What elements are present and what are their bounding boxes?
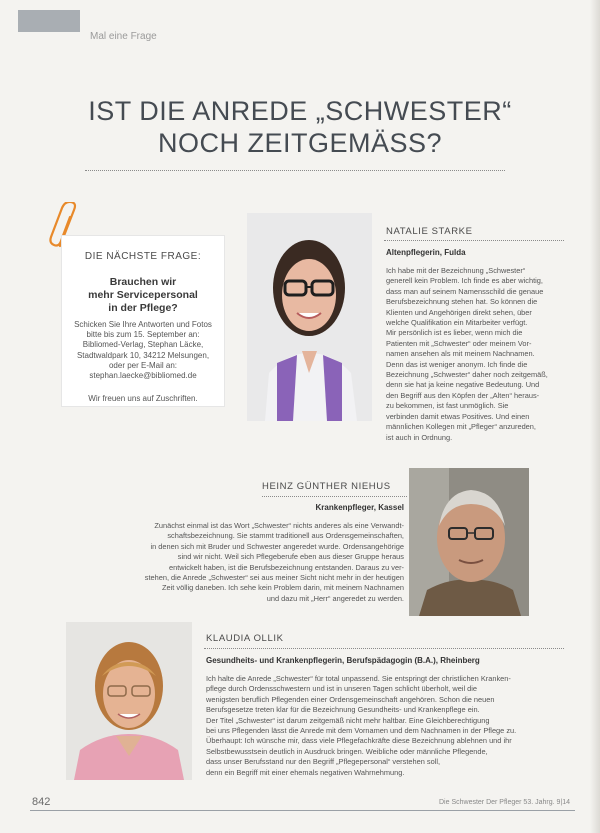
submission-instructions — [62, 320, 224, 381]
page-title — [0, 95, 600, 159]
respondent-role: Gesundheits- und Krankenpflegerin, Berufspädagogin (B.A.), Rheinberg — [206, 656, 480, 665]
statement-line: Berufsbezeichnung stehen hat. So können die — [386, 297, 538, 307]
statement-line: Zeit völlig daneben. Ich sehe kein Problem darin, mit meinem Nachnamen — [162, 583, 404, 593]
statement-line: Bezeichnung „Schwester“ daher noch zeitgemäß, — [386, 370, 548, 380]
respondent-name: NATALIE STARKE — [386, 226, 473, 237]
statement-line: in denen sich mit Bruder und Schwester angeredet wurde. Ordensangehörige — [150, 541, 404, 551]
next-question-line: mehr Servicepersonal — [88, 289, 198, 301]
statement-line: generell kein Problem. Ich finde es aber wichtig, — [386, 276, 543, 286]
statement-line: Ich halte die Anrede „Schwester“ für total unpassend. Sie entspringt der christlichen Kranken- — [206, 674, 511, 683]
next-question-box — [62, 236, 224, 406]
statement-text — [94, 521, 404, 604]
footer-rule — [30, 810, 575, 811]
statement-line: zu bekommen, ist fast unmöglich. Sie — [386, 401, 509, 411]
next-question-heading: DIE NÄCHSTE FRAGE: — [84, 251, 202, 262]
statement-line: Mir persönlich ist es lieber, wenn mich die — [386, 328, 523, 338]
statement-line: Der Titel „Schwester“ ist darum zeitgemäß nicht mehr haltbar. Eine Gleichberechtigung — [206, 715, 490, 725]
statement-line: den Begriff aus den Köpfen der „Alten“ heraus- — [386, 390, 540, 400]
statement-line: Zunächst einmal ist das Wort „Schwester“ nichts anderes als eine Verwandt- — [154, 521, 404, 530]
statement-line: dass unser Berufsstand nur den Begriff „Pflegepersonal“ verstehen soll, — [206, 757, 441, 767]
statement-line: Patienten mit „Schwester“ oder meinem Vor- — [386, 338, 532, 348]
portrait-klaudia-ollik — [66, 622, 192, 780]
statement-line: männlichen Kollegen mit „Pfleger“ anzureden, — [386, 422, 536, 432]
respondent-name: HEINZ GÜNTHER NIEHUS — [262, 481, 391, 492]
statement-line: wenigsten beruflich Pflegenden einer Ordensgemeinschaft angehören. Schon die neuen — [206, 694, 495, 704]
name-divider — [262, 496, 407, 497]
page-title-line-2: NOCH ZEITGEMÄSS? — [157, 128, 443, 158]
statement-line: stehen, die Anrede „Schwester“ sei aus meiner Sicht nicht mehr in der heutigen — [144, 573, 404, 583]
statement-line: Überhaupt: Ich wünsche mir, dass viele Pflegefachkräfte diese Bezeichnung ablehnen und ihr — [206, 736, 512, 746]
statement-line: denn ein Begriff mit einer ehemals negativen Wahrnehmung. — [206, 767, 405, 777]
instruction-line: Schicken Sie Ihre Antworten und Fotos — [74, 320, 212, 329]
statement-line: und dazu mit „Herr“ angeredet zu werden. — [266, 593, 404, 603]
statement-line: namen ansehen als mit meinem Nachnamen. — [386, 349, 535, 359]
instruction-line: Bibliomed-Verlag, Stephan Läcke, — [82, 340, 204, 350]
section-label: Mal eine Frage — [90, 31, 157, 42]
statement-line: bei uns Pflegenden lässt die Anrede mit dem Vornamen und dem Nachnamen in der Pflege zu. — [206, 726, 517, 736]
respondent-name: KLAUDIA OLLIK — [206, 633, 284, 644]
instruction-line: bitte bis zum 15. September an: — [86, 330, 200, 340]
name-divider — [204, 648, 564, 649]
respondent-role: Krankenpfleger, Kassel — [315, 503, 404, 512]
statement-line: verbinden damit etwas Positives. Und einen — [386, 411, 530, 421]
section-color-block — [18, 10, 80, 32]
statement-text — [206, 674, 566, 778]
statement-line: dass man auf seinem Namensschild die genaue — [386, 286, 544, 296]
instruction-line: Stadtwaldpark 10, 34212 Melsungen, — [76, 350, 210, 360]
statement-line: entwickelt haben, ist die Berufsbezeichnung entstanden. Daraus zu ver- — [169, 562, 404, 572]
statement-line: Ich habe mit der Bezeichnung „Schwester“ — [386, 266, 526, 275]
statement-line: Berufsgesetze treten klar für die Bezeichnung Gesundheits- und Krankenpflege ein. — [206, 705, 480, 715]
statement-line: schaftsbezeichnung. Sie stammt traditionell aus Ordensgemeinschaften, — [167, 531, 404, 541]
portrait-natalie-starke — [247, 213, 372, 421]
statement-line: Denn das ist weniger anonym. Ich finde die — [386, 359, 528, 369]
submission-closing: Wir freuen uns auf Zuschriften. — [88, 394, 198, 403]
page-title-line-1: IST DIE ANREDE „SCHWESTER“ — [88, 96, 512, 126]
title-divider — [85, 170, 505, 171]
respondent-role: Altenpflegerin, Fulda — [386, 248, 466, 257]
next-question-line: Brauchen wir — [109, 276, 177, 288]
next-question — [62, 276, 224, 315]
magazine-issue: Die Schwester Der Pfleger 53. Jahrg. 9|14 — [439, 799, 570, 806]
next-question-line: in der Pflege? — [108, 302, 178, 314]
statement-line: ist auch in Ordnung. — [386, 432, 453, 442]
contact-email[interactable]: stephan.laecke@bibliomed.de — [89, 371, 197, 381]
statement-line: sind wir nicht. Weil sich Pflegeberufe eben aus dieser Gruppe heraus — [177, 552, 404, 562]
portrait-heinz-guenther-niehus — [409, 468, 529, 616]
statement-line: denn sie hat ja keine negative Bedeutung. Und — [386, 380, 540, 390]
name-divider — [384, 240, 564, 241]
statement-line: Selbstbewusstsein deutlich in Ausdruck bringen. Weibliche oder männliche Pflegende, — [206, 746, 488, 756]
page-number: 842 — [32, 796, 51, 808]
statement-line: pflege durch Ordensschwestern und ist in unseren Tagen schlicht überholt, weil die — [206, 684, 478, 694]
statement-text — [386, 266, 566, 443]
statement-line: welche Qualifikation ein Mitarbeiter verfügt. — [386, 318, 528, 328]
instruction-line: oder per E-Mail an: — [108, 360, 178, 370]
statement-line: Klienten und Angehörigen direkt sehen, über — [386, 307, 532, 317]
